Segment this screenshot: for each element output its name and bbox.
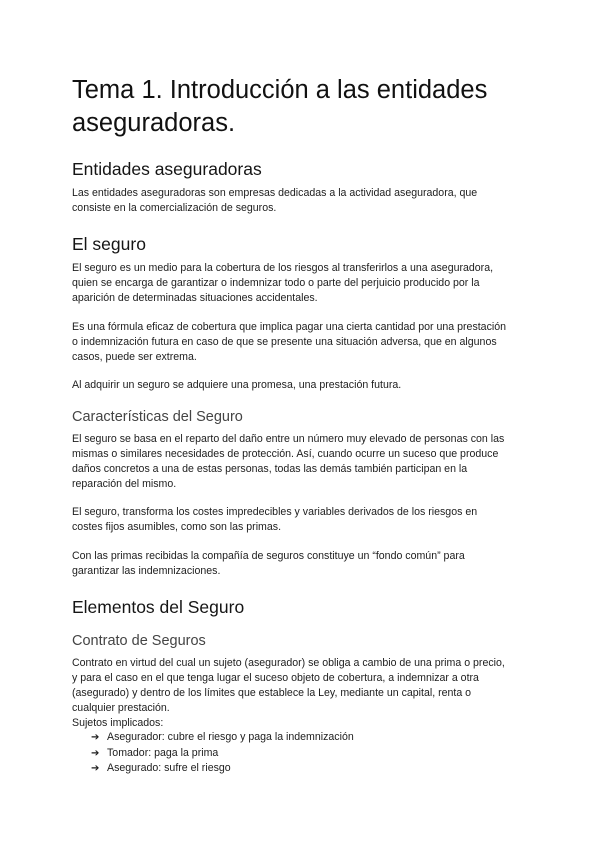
text-line: o indemnización futura en caso de que se presente una situación adversa, que en algunos	[72, 336, 497, 348]
text-line: garantizar las indemnizaciones.	[72, 565, 221, 577]
text-line: cualquier prestación.	[72, 702, 170, 714]
text-line: reparación del mismo.	[72, 478, 177, 490]
title-line: Tema 1. Introducción a las entidades	[72, 76, 488, 104]
text-line: y para el caso en el que tenga lugar el suceso objeto de cobertura, a indemnizar a otra	[72, 672, 479, 684]
heading-contrato-de-seguros: Contrato de Seguros	[72, 633, 206, 649]
text-line: Sujetos implicados:	[72, 717, 164, 729]
paragraph	[72, 378, 542, 393]
list-item	[91, 730, 354, 746]
text-line: aparición de determinadas situaciones accidentales.	[72, 292, 318, 304]
text-line: daños concretos a una de estas personas, todas las demás también participan en la	[72, 463, 468, 475]
text-line: El seguro se basa en el reparto del daño entre un número muy elevado de personas con las	[72, 433, 505, 445]
text-line: Con las primas recibidas la compañía de seguros constituye un “fondo común” para	[72, 550, 465, 562]
text-line: El seguro, transforma los costes impredecibles y variables derivados de los riesgos en	[72, 506, 478, 518]
paragraph	[72, 186, 542, 216]
heading-el-seguro: El seguro	[72, 234, 146, 254]
paragraph	[72, 505, 542, 535]
text-line: (asegurado) y dentro de los límites que establece la Ley, mediante un capital, renta o	[72, 687, 472, 699]
text-line: Contrato en virtud del cual un sujeto (asegurador) se obliga a cambio de una prima o precio,	[72, 657, 505, 669]
paragraph	[72, 656, 542, 731]
list-item-text: Tomador: paga la prima	[107, 746, 219, 759]
arrow-right-icon: ➔	[91, 763, 100, 774]
paragraph	[72, 432, 542, 492]
paragraph	[72, 549, 542, 579]
title-line: aseguradoras.	[72, 109, 236, 137]
paragraph	[72, 320, 542, 365]
text-line: El seguro es un medio para la cobertura de los riesgos al transferirlos a una aseguradora,	[72, 262, 494, 274]
list-item	[91, 746, 354, 762]
text-line: consiste en la comercialización de seguros.	[72, 202, 277, 214]
text-line: mismas o similares necesidades de protección. Así, cuando ocurre un suceso que produce	[72, 448, 499, 460]
text-line: quien se encarga de garantizar o indemnizar todo o parte del perjuicio producido por la	[72, 277, 480, 289]
heading-caracteristicas-del-seguro: Características del Seguro	[72, 409, 243, 425]
arrow-right-icon: ➔	[91, 747, 100, 759]
bullet-list	[91, 730, 354, 777]
document-title	[72, 74, 542, 140]
paragraph	[72, 261, 542, 306]
heading-entidades-aseguradoras: Entidades aseguradoras	[72, 159, 262, 179]
list-item	[91, 761, 354, 777]
list-item-text: Asegurado: sufre el riesgo	[107, 762, 231, 774]
heading-elementos-del-seguro: Elementos del Seguro	[72, 597, 245, 617]
text-line: casos, puede ser extrema.	[72, 351, 197, 363]
text-line: Es una fórmula eficaz de cobertura que implica pagar una cierta cantidad por una prestación	[72, 321, 507, 333]
text-line: Al adquirir un seguro se adquiere una promesa, una prestación futura.	[72, 379, 402, 391]
list-item-text: Asegurador: cubre el riesgo y paga la indemnización	[107, 731, 354, 743]
text-line: costes fijos asumibles, como son las primas.	[72, 521, 282, 533]
text-line: Las entidades aseguradoras son empresas dedicadas a la actividad aseguradora, que	[72, 187, 478, 199]
arrow-right-icon: ➔	[91, 732, 100, 743]
